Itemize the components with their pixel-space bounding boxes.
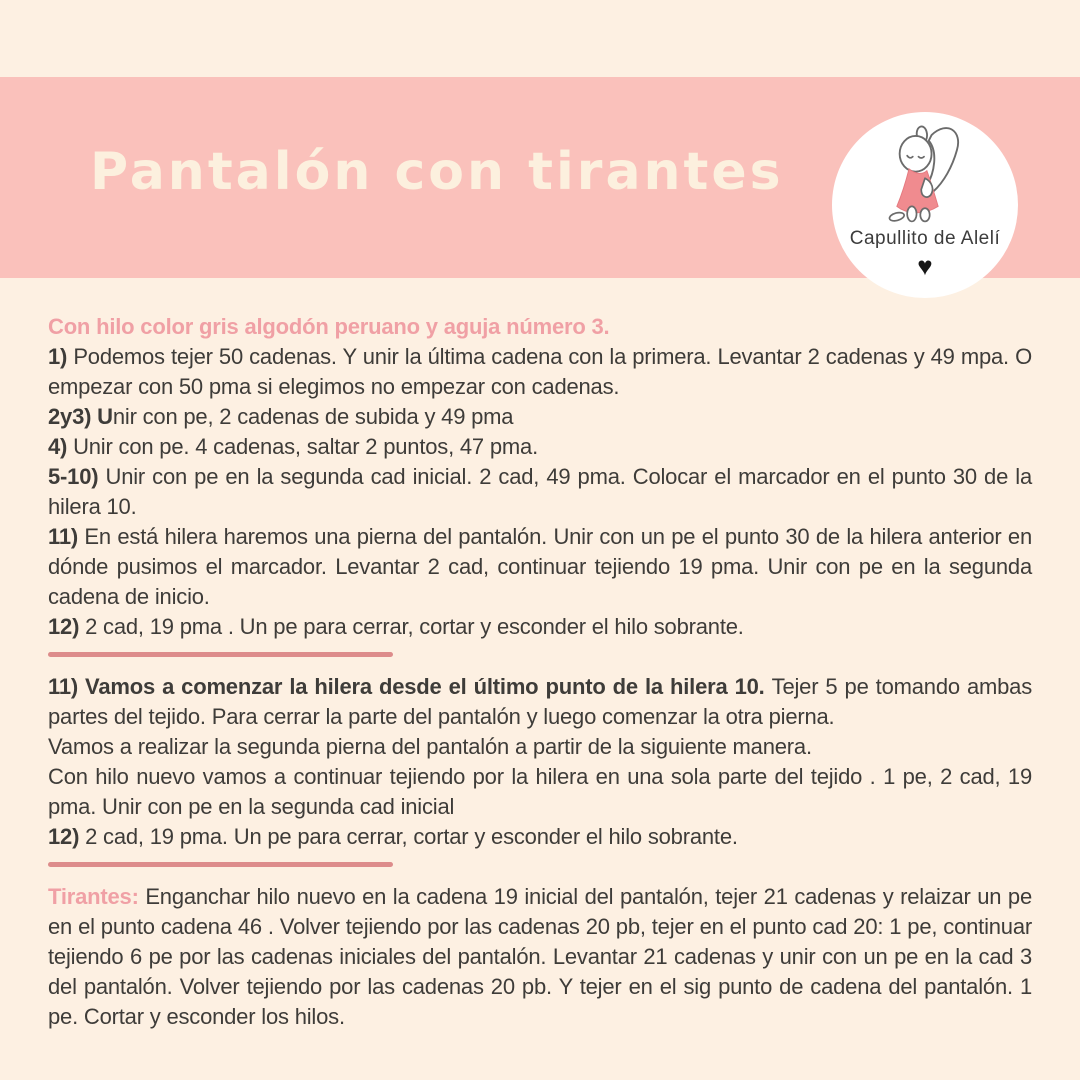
page-title: Pantalón con tirantes [90,142,784,202]
materials-heading: Con hilo color gris algodón peruano y aguja número 3. [48,314,610,339]
step-text: Con hilo nuevo vamos a continuar tejiendo por la hilera en una sola parte del tejido . 1 pe, 2 cad, 19 pma. Unir con pe en la segunda cad inicial [48,764,1032,819]
leg2-step-11 [48,672,1032,732]
leg2-note-2 [48,762,1032,822]
step-number: 11) [48,524,85,549]
leg2-step-12 [48,822,1032,852]
step-text: Vamos a realizar la segunda pierna del pantalón a partir de la siguiente manera. [48,734,812,759]
section-divider [48,652,393,657]
step-number: 2y3) U [48,404,113,429]
step-number: 1) [48,344,74,369]
pattern-instructions [48,312,1032,1032]
step-1 [48,342,1032,402]
step-text: Tejer 5 pe tomando ambas partes del tejido. Para cerrar la parte del pantalón y luego comenzar la otra pierna. [48,674,1032,729]
heart-icon: ♥ [917,251,933,281]
step-2y3 [48,402,1032,432]
step-number: 5-10) [48,464,106,489]
step-text: nir con pe, 2 cadenas de subida y 49 pma [112,404,514,429]
step-text: Unir con pe en la segunda cad inicial. 2 cad, 49 pma. Colocar el marcador en el punto 30 de la hilera 10. [48,464,1032,519]
brand-name: Capullito de Alelí [849,228,1001,249]
step-4 [48,432,1032,462]
step-number: 12) [48,614,86,639]
step-text: En está hilera haremos una pierna del pantalón. Unir con un pe el punto 30 de la hilera anterior en dónde pusimos el marcador. Levantar 2 cad, continuar tejiendo 19 pma. Unir con pe en la segunda cadena de inicio. [48,524,1032,609]
tirantes-label: Tirantes: [48,884,146,909]
step-number: 11) Vamos a comenzar la hilera desde el último punto de la hilera 10. [48,674,772,699]
step-number: 4) [48,434,74,459]
tirantes-text: Enganchar hilo nuevo en la cadena 19 inicial del pantalón, tejer 21 cadenas y relaizar un pe en el punto cadena 46 . Volver tejiendo por las cadenas 20 pb, tejer en el punto cad 20: 1 pe, continuar tejiendo 6 pe por las cadenas iniciales del pantalón. Levantar 21 cadenas y unir con un pe en la cad 3 del pantalón. Volver tejiendo por las cadenas 20 pb. Y tejer en el sig punto de cadena del pantalón. 1 pe. Cortar y esconder los hilos. [48,884,1032,1029]
step-12 [48,612,1032,642]
step-5-10 [48,462,1032,522]
step-11 [48,522,1032,612]
step-text: 2 cad, 19 pma. Un pe para cerrar, cortar y esconder el hilo sobrante. [85,824,738,849]
brand-logo [832,112,1018,298]
bunny-icon [875,120,975,228]
step-text: 2 cad, 19 pma . Un pe para cerrar, cortar y esconder el hilo sobrante. [85,614,744,639]
step-text: Unir con pe. 4 cadenas, saltar 2 puntos, 47 pma. [73,434,538,459]
leg2-note-1 [48,732,1032,762]
section-divider [48,862,393,867]
step-number: 12) [48,824,86,849]
tirantes-paragraph [48,882,1032,1032]
step-text: Podemos tejer 50 cadenas. Y unir la última cadena con la primera. Levantar 2 cadenas y 49 mpa. O empezar con 50 pma si elegimos no empezar con cadenas. [48,344,1033,399]
